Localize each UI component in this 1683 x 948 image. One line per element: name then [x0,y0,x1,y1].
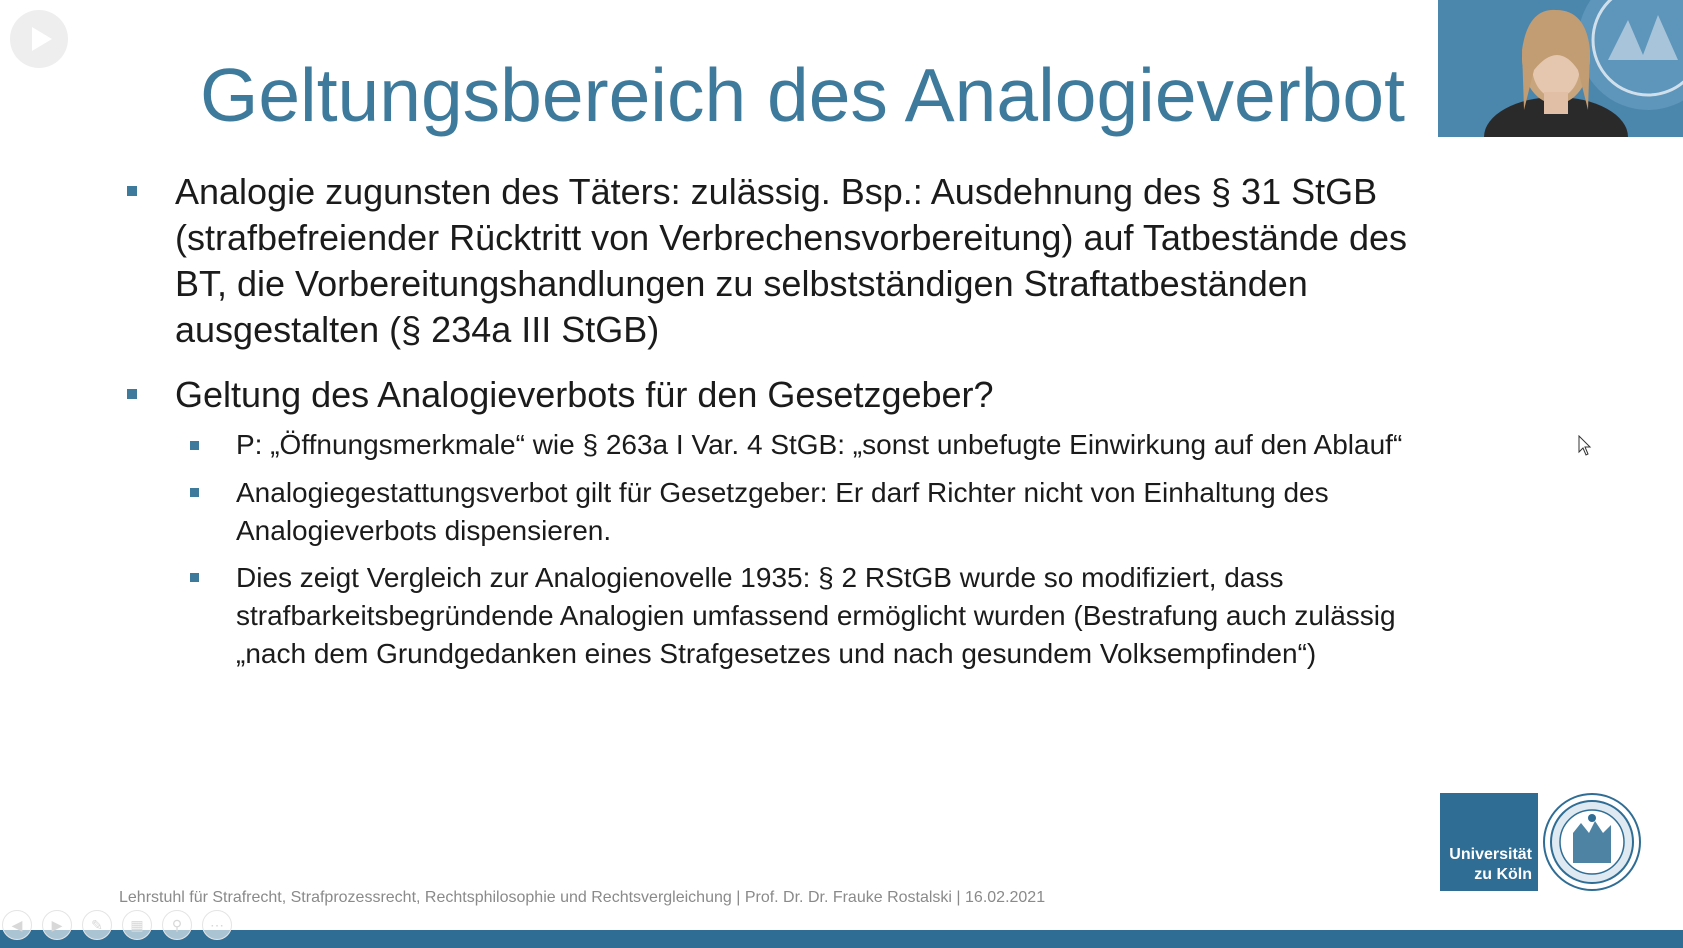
presenter-video-icon [1438,0,1683,137]
bullet-line: (strafbefreiender Rücktritt von Verbrechensvorbereitung) auf Tatbestände des [175,217,1408,258]
slide-title: Geltungsbereich des Analogieverbot [200,53,1405,137]
bullet-line: Analogie zugunsten des Täters: zulässig. Bsp.: Ausdehnung des § 31 StGB [175,171,1378,212]
university-seal-icon [1543,793,1641,891]
more-icon[interactable]: ⋯ [202,910,232,940]
subbullet-line: P: „Öffnungsmerkmale“ wie § 263a I Var. 4 StGB: „sonst unbefugte Einwirkung auf den Ablauf“ [236,429,1403,460]
play-button[interactable] [10,10,68,68]
play-icon [32,27,52,51]
next-icon[interactable]: ▶ [42,910,72,940]
bullet-line: ausgestalten (§ 234a III StGB) [175,309,660,350]
subbullet-line: „nach dem Grundgedanken eines Strafgesetzes und nach gesundem Volksempfinden“) [236,638,1317,669]
subbullet-line: Analogiegestattungsverbot gilt für Gesetzgeber: Er darf Richter nicht von Einhaltung des [236,477,1329,508]
bullet-line: Geltung des Analogieverbots für den Gesetzgeber? [175,374,994,415]
bullet-line: BT, die Vorbereitungshandlungen zu selbstständigen Straftatbeständen [175,263,1308,304]
webcam-video [1438,0,1683,137]
subbullet-item [236,559,1576,673]
subbullet-item [236,426,1576,464]
previous-icon[interactable]: ◀ [2,910,32,940]
mouse-cursor-icon [1578,435,1592,457]
subbullet-line: Analogieverbots dispensieren. [236,515,612,546]
bullet-marker [127,389,137,399]
presentation-controls [0,910,232,942]
bullet-item [175,372,1565,418]
subbullet-line: strafbarkeitsbegründende Analogien umfassend ermöglicht wurden (Bestrafung auch zulässig [236,600,1396,631]
bullet-item [175,169,1565,353]
university-logo [1440,793,1538,891]
slides-grid-icon[interactable]: ▦ [122,910,152,940]
zoom-icon[interactable]: ⚲ [162,910,192,940]
slide-footer: Lehrstuhl für Strafrecht, Strafprozessrecht, Rechtsphilosophie und Rechtsvergleichung | Prof. Dr. Dr. Frauke Rostalski | 16.02.2021 [119,889,1046,906]
subbullet-item [236,474,1576,550]
logo-text-line2: zu Köln [1474,866,1532,883]
logo-text-line1: Universität [1449,846,1532,863]
subbullet-marker [190,441,199,450]
subbullet-marker [190,488,199,497]
pen-icon[interactable]: ✎ [82,910,112,940]
subbullet-marker [190,573,199,582]
subbullet-line: Dies zeigt Vergleich zur Analogienovelle 1935: § 2 RStGB wurde so modifiziert, dass [236,562,1284,593]
footer-bar [0,930,1683,948]
bullet-marker [127,186,137,196]
